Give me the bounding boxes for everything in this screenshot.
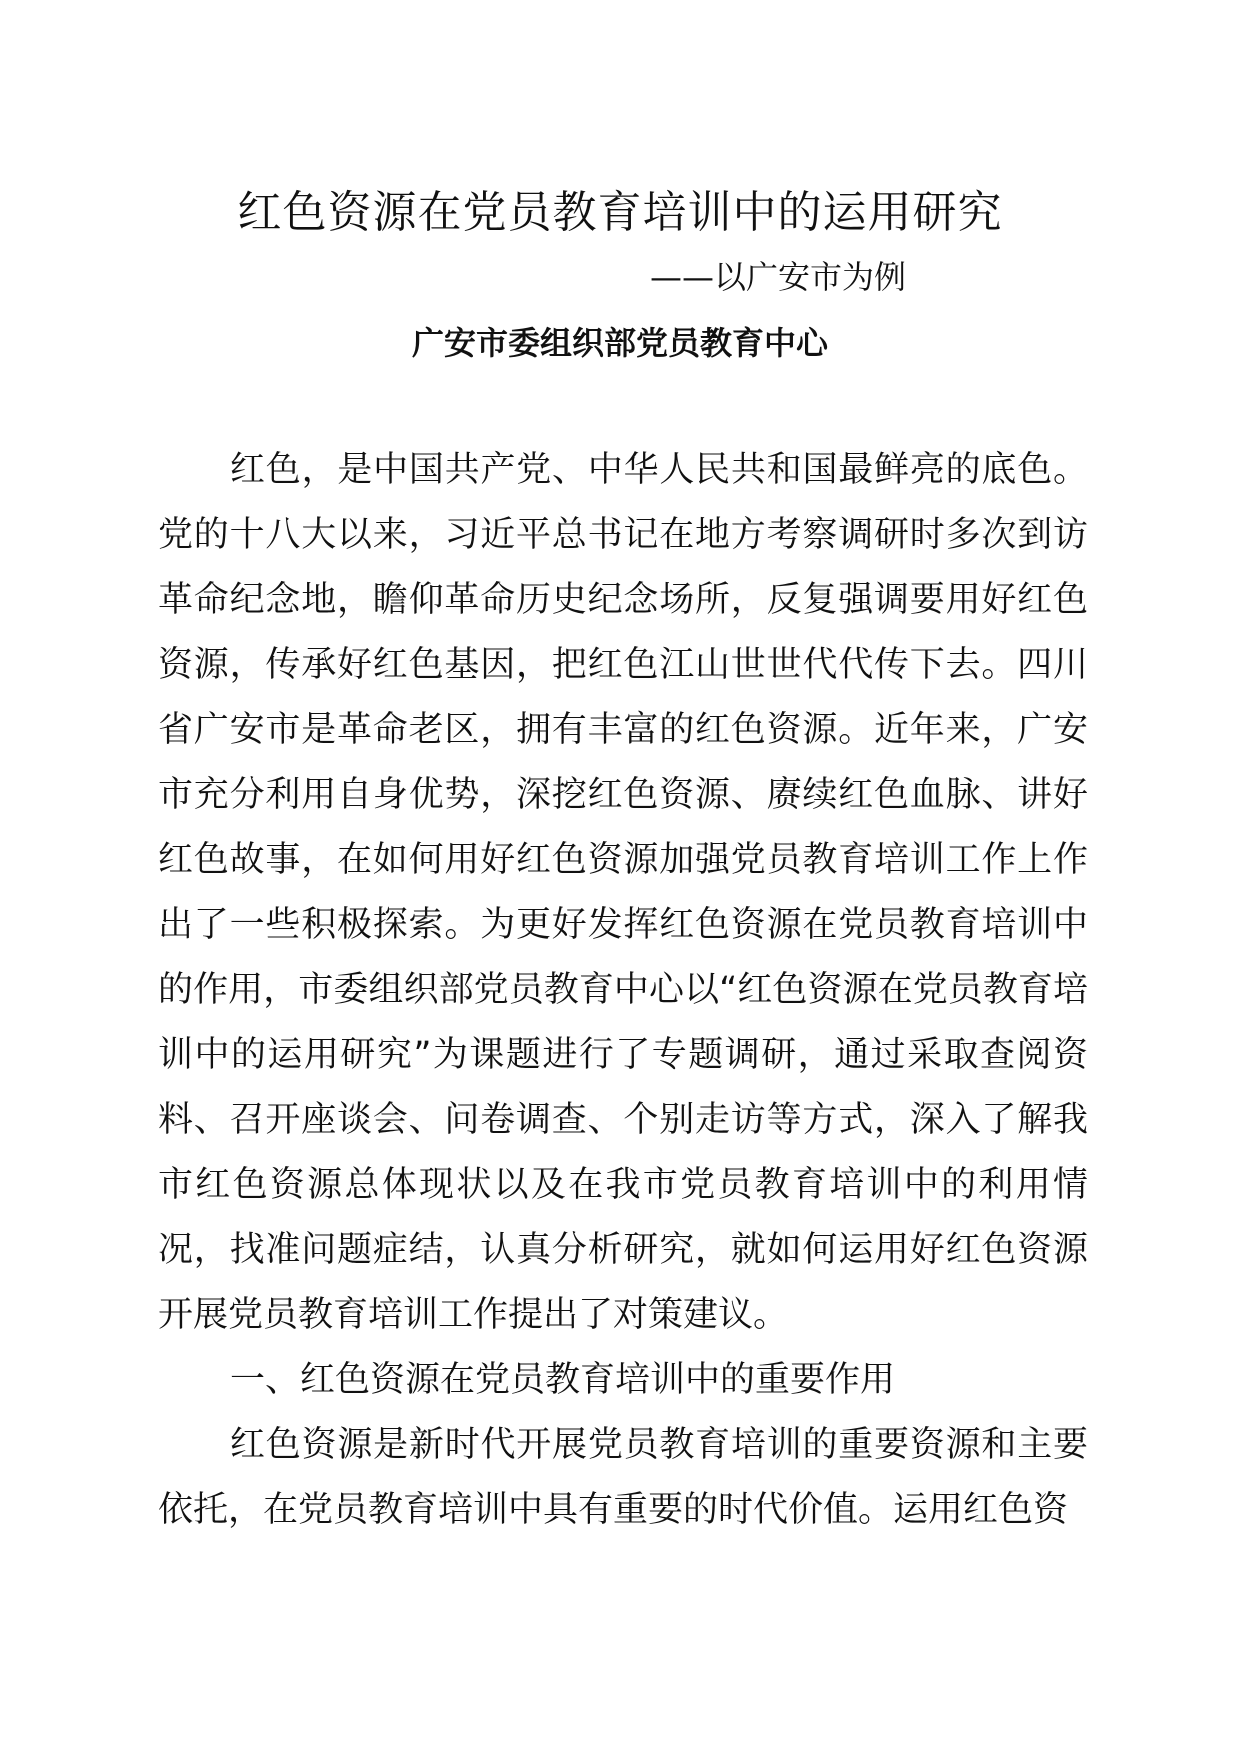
document-title: 红色资源在党员教育培训中的运用研究 [237, 187, 1003, 238]
document-subtitle: ——以广安市为例 [650, 258, 907, 296]
document-author: 广安市委组织部党员教育中心 [411, 324, 828, 362]
document-body [158, 438, 1088, 1543]
section-heading: 一、红色资源在党员教育培训中的重要作用 [230, 1360, 896, 1400]
body-paragraph: 红色资源是新时代开展党员教育培训的重要资源和主要依托，在党员教育培训中具有重要的时代价值。运用红色资 [158, 1425, 1088, 1530]
body-paragraph: 红色，是中国共产党、中华人民共和国最鲜亮的底色。党的十八大以来，习近平总书记在地方考察调研时多次到访革命纪念地，瞻仰革命历史纪念场所，反复强调要用好红色资源，传承好红色基因，把红色江山世世代代传下去。四川省广安市是革命老区，拥有丰富的红色资源。近年来，广安市充分利用自身优势，深挖红色资源、赓续红色血脉、讲好红色故事，在如何用好红色资源加强党员教育培训工作上作出了一些积极探索。为更好发挥红色资源在党员教育培训中的作用，市委组织部党员教育中心以“红色资源在党员教育培训中的运用研究”为课题进行了专题调研，通过采取查阅资料、召开座谈会、问卷调查、个别走访等方式，深入了解我市红色资源总体现状以及在我市党员教育培训中的利用情况，找准问题症结，认真分析研究，就如何运用好红色资源开展党员教育培训工作提出了对策建议。 [158, 450, 1088, 1335]
